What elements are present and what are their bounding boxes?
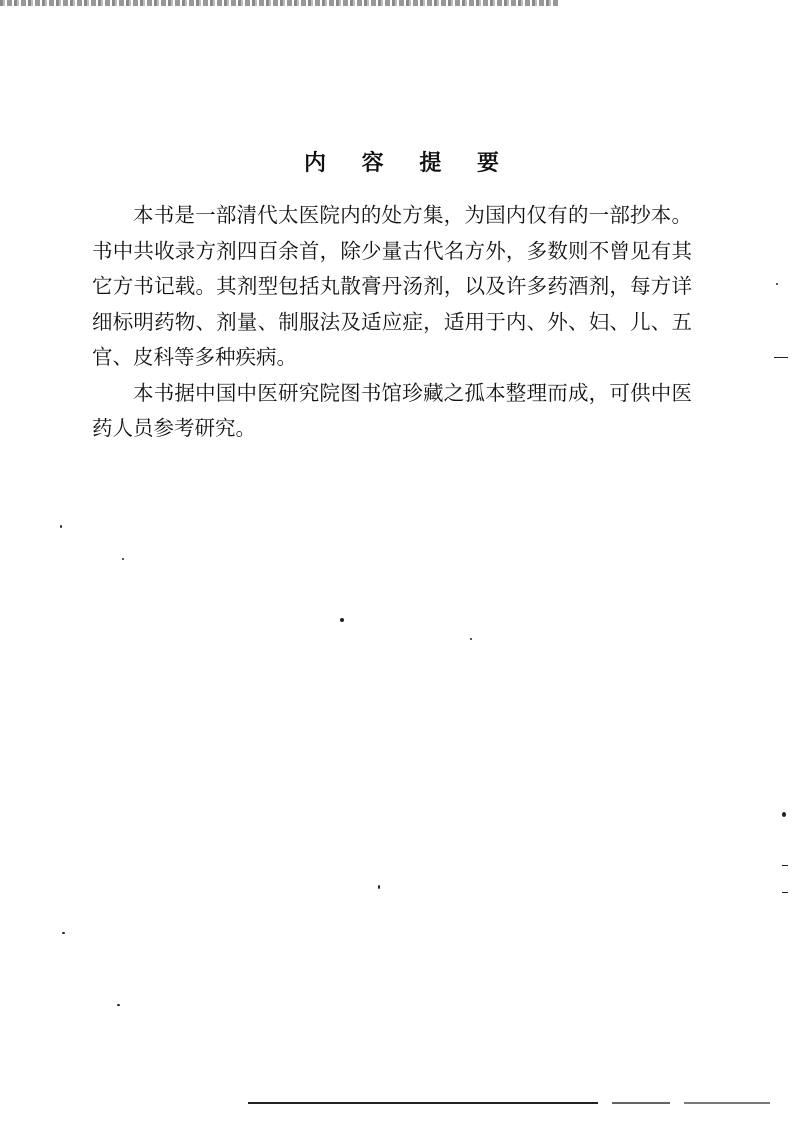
paragraph-1: 本书是一部清代太医院内的处方集，为国内仅有的一部抄本。书中共收录方剂四百余首，除少量古代名方外，多数则不曾见有其它方书记载。其剂型包括丸散膏丹汤剂，以及许多药酒剂，每方详细标明药物、剂量、制服法及适应症，适用于内、外、妇、儿、五官、皮科等多种疾病。 bbox=[92, 203, 692, 369]
summary-body bbox=[92, 198, 692, 447]
scan-speck bbox=[782, 812, 786, 817]
scan-speck bbox=[117, 1004, 120, 1006]
scan-speck bbox=[60, 525, 62, 528]
scan-speck bbox=[62, 932, 65, 934]
scan-bottom-rule bbox=[612, 1102, 670, 1104]
scan-speck bbox=[782, 865, 788, 866]
scan-bottom-rule bbox=[248, 1102, 598, 1104]
scan-edge-noise bbox=[0, 0, 560, 6]
paragraph-2: 本书据中国中医研究院图书馆珍藏之孤本整理而成，可供中医药人员参考研究。 bbox=[92, 380, 692, 440]
scan-speck bbox=[378, 885, 380, 889]
scan-speck bbox=[122, 558, 124, 560]
scan-speck bbox=[340, 618, 344, 622]
page-title: 内 容 提 要 bbox=[304, 151, 513, 176]
scan-speck bbox=[774, 357, 788, 358]
scan-speck bbox=[776, 283, 778, 285]
scan-speck bbox=[470, 638, 472, 640]
scan-bottom-rule bbox=[684, 1102, 770, 1104]
scan-speck bbox=[782, 892, 788, 893]
